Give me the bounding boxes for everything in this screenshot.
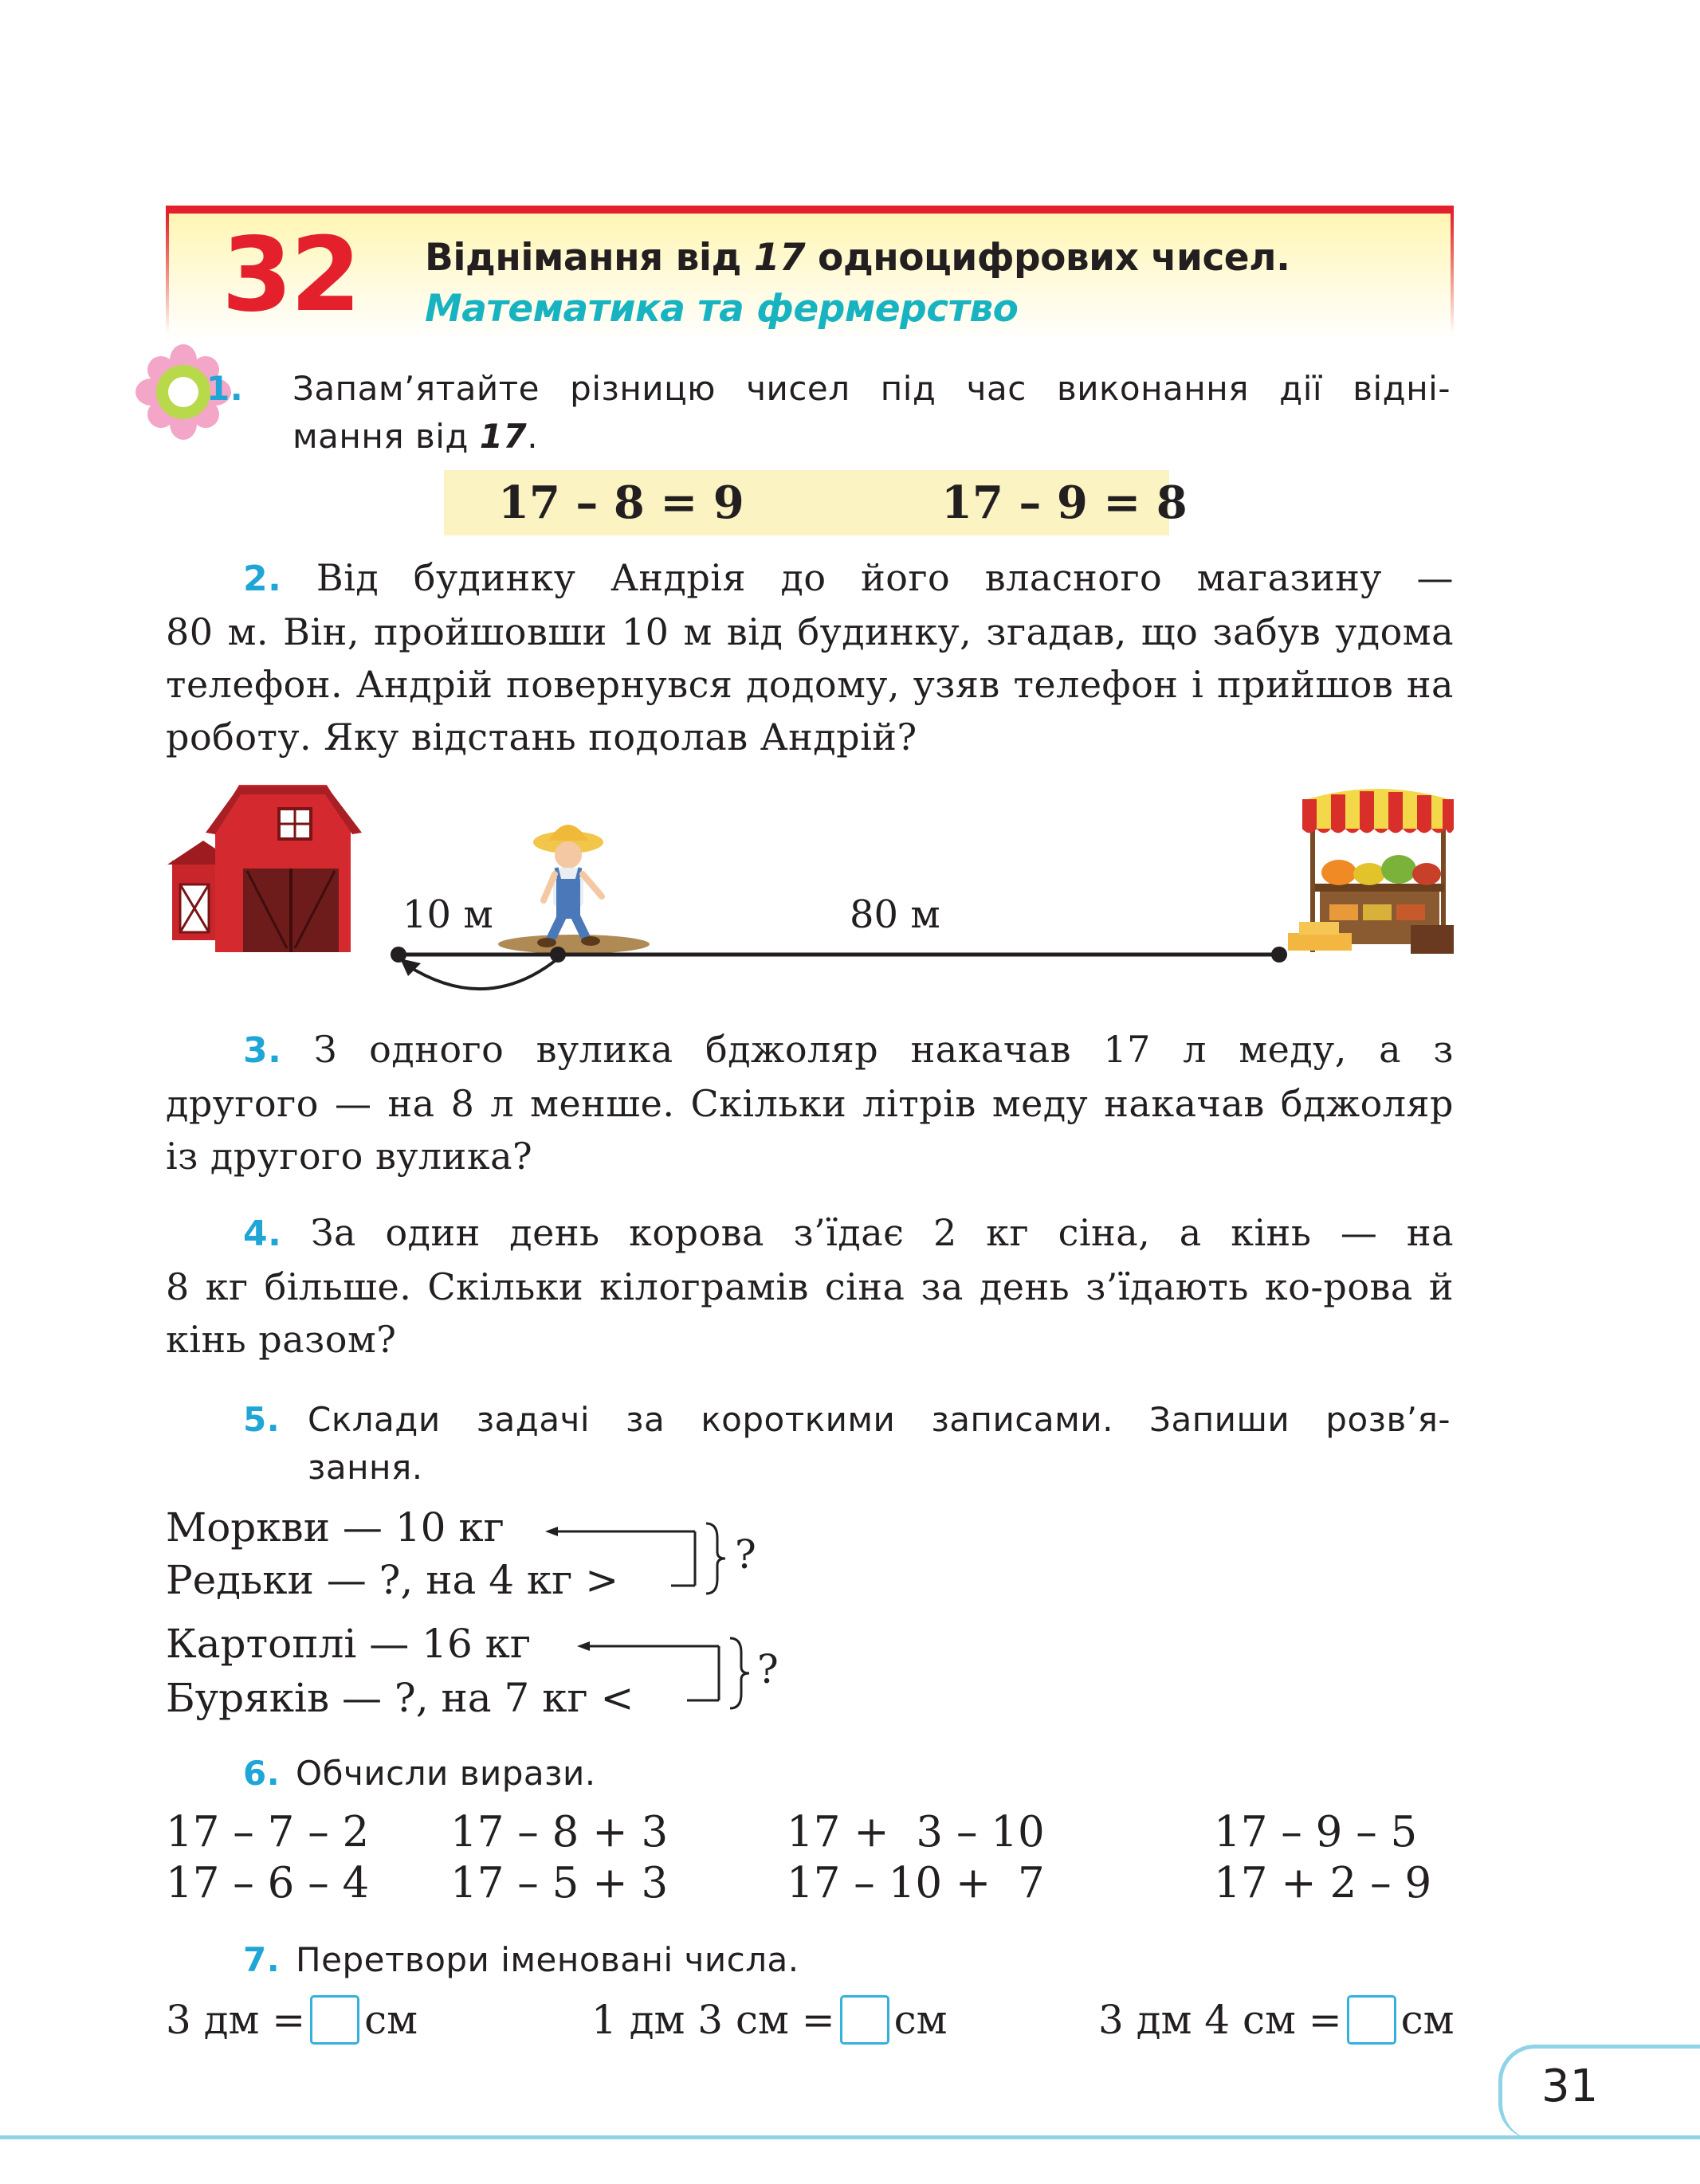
task-4-text: 8 кг більше. Скільки кілограмів сіна за день з’їдають ко-рова й кінь разом? [166,1265,1454,1361]
task-2-number: 2. [243,559,282,599]
task-6-number: 6. [243,1754,281,1793]
expression: 17 – 8 + 3 [450,1808,669,1857]
distance-diagram [167,785,1459,1000]
expression: 17 – 5 + 3 [450,1859,669,1908]
task-5-number: 5. [243,1400,281,1439]
lesson-number: 32 [222,216,359,335]
lesson-title: Віднімання від 17 одноцифрових чисел. [425,236,1290,280]
conversion-item: 3 дм 4 см = см [1098,1997,1455,2043]
distance-label-10m: 10 м [402,892,493,937]
task-2 [166,551,1454,763]
task-2-first-line: Від будинку Андрія до його власного магазину — [316,556,1455,599]
expression: 17 – 6 – 4 [166,1859,370,1908]
expression: 17 – 7 – 2 [166,1808,370,1857]
task-6 [166,1750,596,1798]
task-4 [166,1206,1454,1366]
distance-label-80m: 80 м [850,892,940,937]
note-1-a: Моркви — 10 кг [166,1504,505,1551]
expression: 17 + 2 – 9 [1214,1859,1432,1908]
task-5 [166,1396,1451,1492]
formula-box [444,470,1188,535]
formula-1: 17 – 8 = 9 [498,476,744,529]
task-5-line-2: зання. [308,1448,423,1487]
note-2-b: Буряків — ?, на 7 кг < [166,1675,634,1721]
page-bottom-line [0,2135,1700,2139]
market-stall-icon [1288,789,1454,954]
task-3-first-line: З одного вулика бджоляр накачав 17 л меду, а з [313,1028,1455,1071]
header-border-right [1451,214,1454,333]
farmer-icon [533,825,603,947]
task-5-line-1: Склади задачі за короткими записами. Запиши розв’я- [308,1400,1451,1439]
page-number: 31 [1541,2060,1599,2112]
question-mark-2: ? [757,1646,779,1692]
page-number-tab [1498,2045,1700,2139]
conversion-item: 3 дм = см [166,1997,418,2043]
task-4-number: 4. [243,1214,282,1254]
task-6-title: Обчисли вирази. [296,1754,596,1793]
task-3 [166,1023,1454,1182]
task-1 [166,365,1451,461]
answer-input[interactable] [1347,1995,1396,2045]
note-1-b: Редьки — ?, на 4 кг > [166,1557,619,1603]
task-7-number: 7. [243,1940,281,1979]
task-1-number: 1. [206,369,244,408]
formula-2: 17 – 9 = 8 [941,476,1188,529]
task-4-first-line: За один день корова з’їдає 2 кг сіна, а кінь — на [310,1211,1454,1254]
task-1-line-2: мання від 17. [292,417,539,456]
answer-input[interactable] [310,1995,359,2045]
barn-icon [167,785,362,952]
expression: 17 + 3 – 10 [787,1808,1045,1857]
header-border-left [166,214,169,333]
conversion-item: 1 дм 3 см = см [591,1997,948,2043]
answer-input[interactable] [840,1995,889,2045]
expression: 17 – 9 – 5 [1214,1808,1418,1857]
task-3-number: 3. [243,1030,282,1071]
task-3-text: другого — на 8 л менше. Скільки літрів меду накачав бджоляр із другого вулика? [166,1082,1454,1178]
question-mark-1: ? [735,1531,756,1578]
lesson-subtitle: Математика та фермерство [425,287,1019,331]
task-7 [166,1936,799,1984]
note-2-a: Картоплі — 16 кг [166,1621,532,1667]
task-2-text: 80 м. Він, пройшовши 10 м від будинку, згадав, що забув удома телефон. Андрій повернувся додому, узяв телефон і прийшов на роботу. Яку відстань подолав Андрій? [166,610,1454,759]
task-1-line-1: Запам’ятайте різницю чисел під час виконання дії відні- [292,369,1451,408]
task-7-title: Перетвори іменовані числа. [296,1940,799,1979]
expression: 17 – 10 + 7 [787,1859,1045,1908]
